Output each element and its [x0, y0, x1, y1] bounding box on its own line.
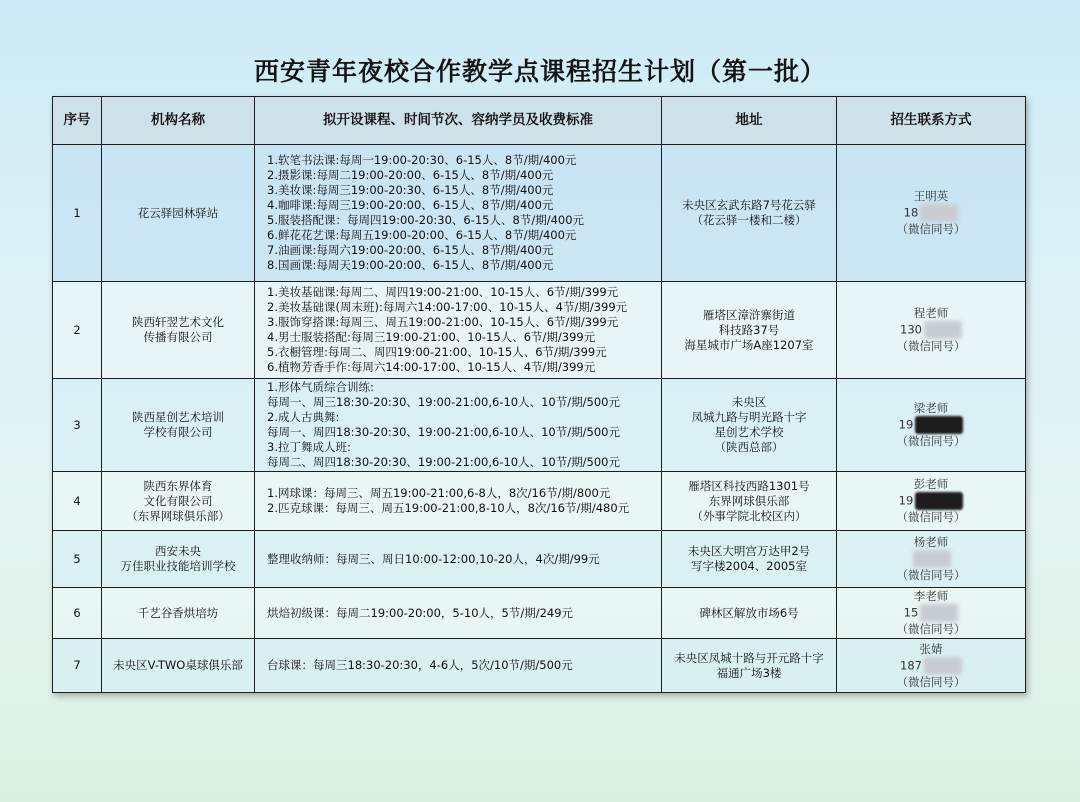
course-line: 5.服装搭配课：每周四19:00-20:30、6-15人、8节/期/400元: [267, 213, 585, 227]
table-row: [53, 145, 1026, 282]
institution-name-line: 花云驿园林驿站: [137, 205, 219, 220]
course-line: 3.拉丁舞成人班:: [267, 440, 351, 454]
table-header-row: [53, 97, 1026, 145]
address-line: 星创艺术学校: [714, 425, 784, 439]
course-line: 4.男士服装搭配:每周三19:00-21:00、10-15人、6节/期/399元: [267, 330, 596, 344]
institution-name-line: 陕西轩翌艺术文化: [132, 315, 224, 329]
contact-note: （微信同号）: [896, 510, 966, 524]
address-cell: [662, 531, 837, 588]
course-line: 整理收纳师：每周三、周日10:00-12:00,10-20人，4次/期/99元: [267, 551, 600, 566]
header-institution-name: 机构名称: [102, 97, 255, 145]
institution-name-line: 万佳职业技能培训学校: [120, 559, 236, 573]
address-line: 未央区: [731, 395, 767, 409]
contact-phone-prefix: 187: [900, 658, 922, 672]
contact-name: 王明英: [913, 189, 949, 203]
contact-note: （微信同号）: [896, 568, 966, 582]
contact-note: （微信同号）: [896, 622, 966, 636]
address-line: （花云驿一楼和二楼）: [691, 213, 807, 227]
courses-cell: [255, 588, 662, 639]
redaction-blur: [915, 492, 963, 510]
institution-name-cell: [102, 588, 255, 639]
institution-name-line: 西安未央: [155, 544, 201, 558]
address-line: （陕西总部）: [714, 440, 784, 454]
contact-name: 张婧: [919, 641, 943, 656]
address-line: 写字楼2004、2005室: [690, 559, 808, 573]
course-line: 4.咖啡课:每周三19:00-20:00、6-15人、8节/期/400元: [267, 198, 554, 212]
serial-number-cell: 2: [53, 282, 102, 379]
course-line: 2.美妆基础课(周末班):每周六14:00-17:00、10-15人、4节/期/399元: [267, 300, 628, 314]
address-cell: [662, 588, 837, 639]
contact-phone-row: [841, 204, 1021, 222]
address-line: 碑林区解放市场6号: [699, 605, 799, 620]
page-title: 西安青年夜校合作教学点课程招生计划（第一批）: [253, 57, 826, 86]
courses-cell: [255, 282, 662, 379]
table-row: [53, 472, 1026, 531]
contact-cell: [837, 639, 1026, 693]
redaction-blur: [924, 321, 962, 339]
address-line: 东界网球俱乐部: [708, 493, 790, 508]
course-line: 3.服饰穿搭课:每周三、周五19:00-21:00、10-15人、6节/期/399元: [267, 315, 619, 329]
contact-phone-prefix: 19: [898, 493, 914, 508]
contact-phone-prefix: 18: [903, 205, 919, 220]
serial-number-cell: 1: [53, 145, 102, 282]
address-line: 未央区玄武东路7号花云驿: [682, 198, 816, 212]
address-cell: [662, 379, 837, 472]
contact-name: 杨老师: [913, 535, 949, 549]
redaction-blur: [920, 604, 958, 622]
courses-cell: [255, 639, 662, 693]
address-line: 凤城九路与明光路十字: [691, 410, 807, 424]
contact-cell: [837, 282, 1026, 379]
table-row: [53, 531, 1026, 588]
course-line: 1.网球课：每周三、周五19:00-21:00,6-8人，8次/16节/期/800元: [267, 486, 611, 500]
institution-name-line: 文化有限公司: [143, 493, 213, 508]
contact-name: 梁老师: [913, 401, 949, 415]
institution-name-cell: [102, 379, 255, 472]
address-cell: [662, 145, 837, 282]
institution-name-line: （东界网球俱乐部）: [126, 508, 230, 523]
courses-cell: [255, 379, 662, 472]
contact-phone-row: [841, 492, 1021, 510]
contact-note: （微信同号）: [896, 339, 966, 353]
courses-cell: [255, 472, 662, 531]
address-line: 福通广场3楼: [716, 665, 782, 680]
contact-phone-row: [841, 416, 1021, 434]
header-address: 地址: [662, 97, 837, 145]
course-line: 1.美妆基础课:每周二、周四19:00-21:00、10-15人、6节/期/399元: [267, 285, 619, 299]
course-line: 烘焙初级课：每周二19:00-20:00，5-10人，5节/期/249元: [267, 605, 574, 620]
address-cell: [662, 639, 837, 693]
course-line: 每周二、周四18:30-20:30、19:00-21:00,6-10人、10节/期/500元: [267, 455, 620, 469]
address-cell: [662, 282, 837, 379]
course-line: 1.软笔书法课:每周一19:00-20:30、6-15人、8节/期/400元: [267, 153, 577, 167]
course-line: 7.油画课:每周六19:00-20:00、6-15人、8节/期/400元: [267, 243, 554, 257]
contact-phone-prefix: 130: [900, 322, 922, 337]
address-line: 科技路37号: [718, 322, 780, 337]
header-courses: 拟开设课程、时间节次、容纳学员及收费标准: [255, 97, 662, 145]
institution-name-cell: [102, 145, 255, 282]
contact-name: 程老师: [913, 306, 949, 320]
serial-number-cell: 7: [53, 639, 102, 693]
header-contact: 招生联系方式: [837, 97, 1026, 145]
institution-name-line: 陕西东界体育: [143, 478, 213, 493]
contact-note: （微信同号）: [896, 674, 966, 689]
redaction-blur: [915, 416, 963, 434]
contact-cell: [837, 531, 1026, 588]
course-line: 每周一、周三18:30-20:30、19:00-21:00,6-10人、10节/期/500元: [267, 395, 620, 409]
course-line: 2.摄影课:每周二19:00-20:00、6-15人、8节/期/400元: [267, 168, 554, 182]
table-row: [53, 588, 1026, 639]
contact-phone-prefix: 15: [903, 605, 919, 620]
serial-number-cell: 6: [53, 588, 102, 639]
address-cell: [662, 472, 837, 531]
institution-name-cell: [102, 472, 255, 531]
address-line: 海星城市广场A座1207室: [684, 337, 814, 352]
address-line: 雁塔区漳浒寨街道: [703, 307, 795, 322]
contact-cell: [837, 588, 1026, 639]
contact-cell: [837, 472, 1026, 531]
contact-cell: [837, 379, 1026, 472]
course-line: 8.国画课:每周天19:00-20:00、6-15人、8节/期/400元: [267, 258, 554, 272]
address-line: （外事学院北校区内）: [691, 508, 807, 523]
institution-name-line: 学校有限公司: [143, 425, 213, 439]
contact-note: （微信同号）: [896, 434, 966, 448]
contact-phone-row: [841, 321, 1021, 339]
address-line: 雁塔区科技西路1301号: [688, 478, 810, 493]
serial-number-cell: 3: [53, 379, 102, 472]
course-line: 5.衣橱管理:每周二、周四19:00-21:00、10-15人、6节/期/399元: [267, 345, 607, 359]
contact-note: （微信同号）: [896, 222, 966, 236]
serial-number-cell: 4: [53, 472, 102, 531]
contact-phone-row: [841, 604, 1021, 622]
course-line: 台球课：每周三18:30-20:30，4-6人，5次/10节/期/500元: [267, 658, 573, 672]
contact-cell: [837, 145, 1026, 282]
table-row: [53, 282, 1026, 379]
course-line: 6.植物芳香手作:每周六14:00-17:00、10-15人、4节/期/399元: [267, 360, 596, 374]
course-line: 2.成人古典舞:: [267, 410, 340, 424]
institution-name-cell: [102, 282, 255, 379]
redaction-blur: [920, 204, 958, 222]
course-line: 1.形体气质综合训练:: [267, 380, 374, 394]
contact-name: 李老师: [913, 589, 949, 603]
course-line: 3.美妆课:每周三19:00-20:30、6-15人、8节/期/400元: [267, 183, 554, 197]
institution-name-cell: [102, 639, 255, 693]
contact-phone-row: [841, 657, 1021, 675]
enrollment-plan-table: [52, 96, 1026, 693]
institution-name-line: 千艺谷香烘培坊: [137, 605, 219, 620]
contact-phone-row: [841, 550, 1021, 568]
institution-name-line: 传播有限公司: [143, 330, 213, 344]
course-line: 每周一、周四18:30-20:30、19:00-21:00,6-10人、10节/期/500元: [267, 425, 620, 439]
course-line: 6.鲜花花艺课:每周五19:00-20:00、6-15人、8节/期/400元: [267, 228, 577, 242]
redaction-blur: [924, 657, 962, 675]
courses-cell: [255, 145, 662, 282]
institution-name-cell: [102, 531, 255, 588]
institution-name-line: 陕西星创艺术培训: [132, 410, 224, 424]
header-serial-number: 序号: [53, 97, 102, 145]
contact-name: 彭老师: [913, 477, 949, 491]
serial-number-cell: 5: [53, 531, 102, 588]
address-line: 未央区凤城十路与开元路十字: [674, 650, 824, 665]
courses-cell: [255, 531, 662, 588]
contact-phone-prefix: 19: [898, 417, 914, 432]
course-line: 2.匹克球课：每周三、周五19:00-21:00,8-10人，8次/16节/期/480元: [267, 501, 630, 515]
address-line: 未央区大明宫万达甲2号: [687, 544, 811, 558]
table-row: [53, 379, 1026, 472]
institution-name-line: 未央区V-TWO桌球俱乐部: [113, 658, 243, 672]
table-row: [53, 639, 1026, 693]
redaction-blur: [913, 550, 951, 568]
